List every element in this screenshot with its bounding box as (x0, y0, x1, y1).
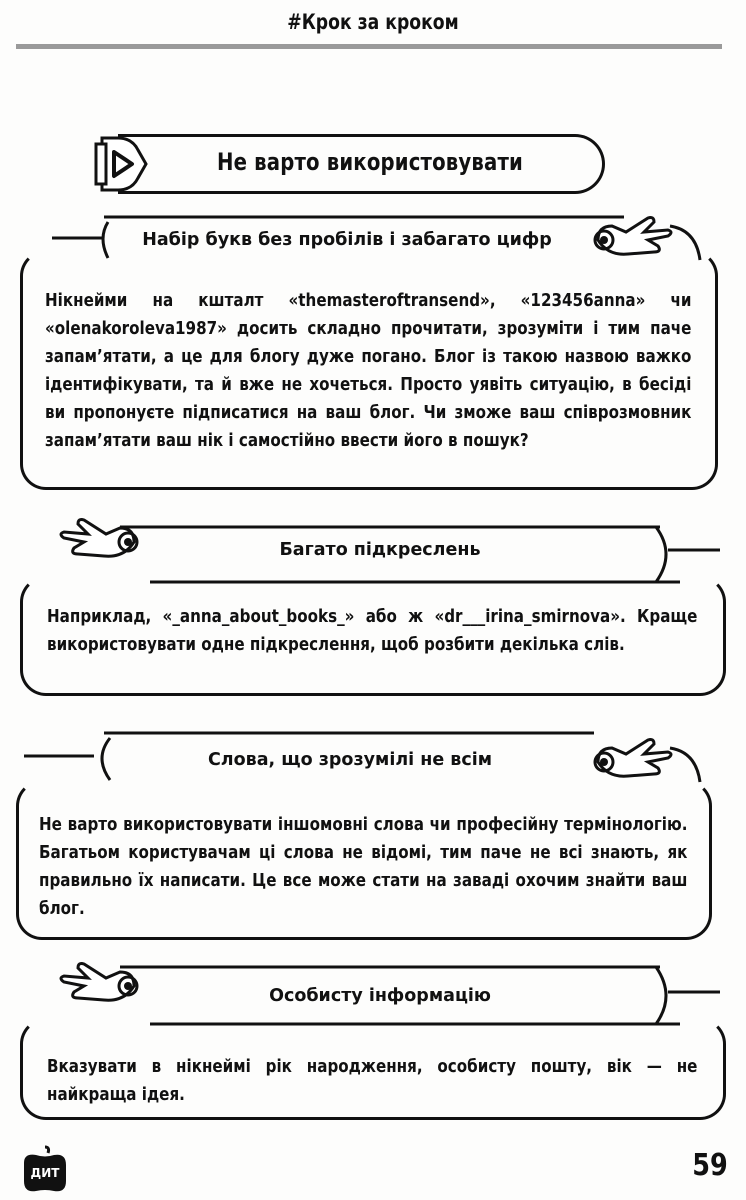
section-2-panel (20, 576, 726, 696)
publisher-logo-text: ДИТ (30, 1166, 60, 1180)
publisher-logo-icon (18, 1145, 72, 1195)
running-header: #Крок за кроком (287, 10, 459, 34)
section-2-text: Наприклад, «_anna_about_books_» або ж «dr___irina_smirnova». Краще використовувати одне підкреслення, щоб розбити декілька слів. (47, 607, 698, 655)
section-3-panel (16, 780, 712, 940)
page-number: 59 (692, 1148, 728, 1183)
main-title: Не варто використовувати (216, 148, 524, 176)
header-rule (16, 44, 722, 49)
section-4-panel (20, 1018, 726, 1120)
section-4-text: Вказувати в нікнеймі рік народження, особисту пошту, вік — не найкраща ідея. (47, 1057, 698, 1105)
section-3-tab-label: Слова, що зрозумілі не всім (207, 750, 493, 770)
section-3-text: Не варто використовувати іншомовні слова чи професійну термінологію. Багатьом користувачам ці слова не відомі, тим паче не всі знають, як правильно їх написати. Це все може стати на заваді охочим знайти ваш блог. (39, 815, 688, 919)
section-1-panel (20, 250, 718, 490)
tab-3-frame-left (24, 734, 114, 784)
section-1-text: Нікнейми на кшталт «themasteroftransend», «123456anna» чи «olenakoroleva1987» досить складно прочитати, зрозуміти і тим паче запам’ятати, а це для блогу дуже погано. Блог із такою назвою важко ідентифікувати, та й вже не хочеться. Просто уявіть ситуацію, в бесіді ви пропонуєте підписатися на ваш блог. Чи зможе ваш співрозмовник запам’ятати ваш нік і самостійно ввести його в пошук? (45, 291, 692, 451)
section-1-tab-label: Набір букв без пробілів і забагато цифр (142, 230, 552, 250)
tab-3-top-line (104, 728, 594, 738)
section-2-tab-label: Багато підкреслень (279, 540, 481, 560)
section-4-tab-label: Особисту інформацію (269, 986, 491, 1006)
